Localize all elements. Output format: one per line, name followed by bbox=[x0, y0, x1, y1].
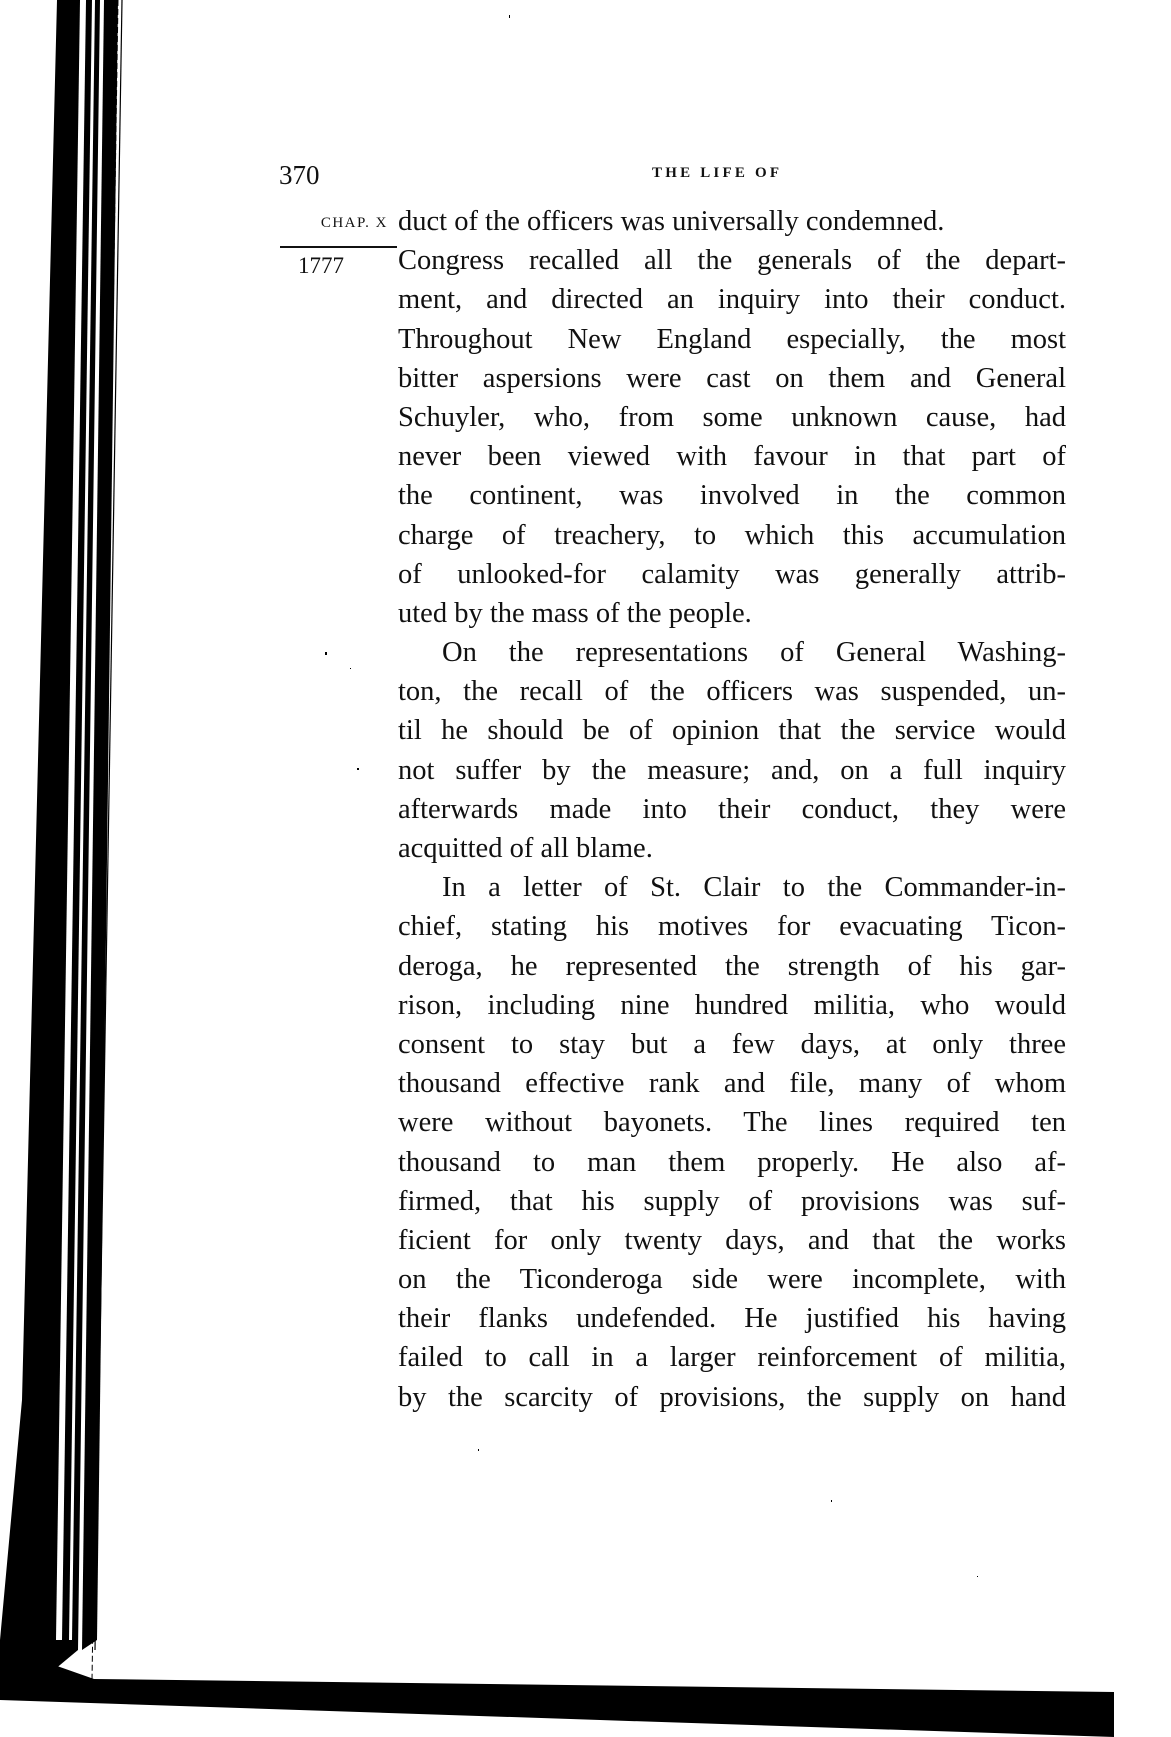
text-line: charge of treachery, to which this accumulation bbox=[398, 519, 1066, 551]
page-edge-line bbox=[92, 0, 118, 1680]
running-head: THE LIFE OF bbox=[652, 165, 783, 181]
gutter-band-inner bbox=[82, 0, 118, 1650]
page-number: 370 bbox=[279, 160, 320, 190]
text-line: bitter aspersions were cast on them and General bbox=[398, 362, 1066, 394]
text-line: the continent, was involved in the common bbox=[398, 480, 1066, 512]
text-line: by the scarcity of provisions, the supply on hand bbox=[398, 1381, 1066, 1413]
text-line: afterwards made into their conduct, they were bbox=[398, 793, 1066, 825]
text-line: rison, including nine hundred militia, who would bbox=[398, 989, 1066, 1021]
text-line: Throughout New England especially, the most bbox=[398, 323, 1066, 355]
scan-speck bbox=[509, 15, 510, 18]
text-line: deroga, he represented the strength of his gar- bbox=[398, 950, 1066, 982]
gutter-stripe bbox=[56, 0, 86, 1640]
scan-speck bbox=[350, 668, 351, 669]
text-line: on the Ticonderoga side were incomplete, with bbox=[398, 1264, 1066, 1296]
text-line: never been viewed with favour in that part of bbox=[398, 441, 1066, 473]
gutter-hairline bbox=[95, 0, 122, 1650]
scan-speck bbox=[831, 1500, 832, 1502]
margin-rule bbox=[280, 246, 397, 248]
text-line: failed to call in a larger reinforcement of militia, bbox=[398, 1342, 1066, 1374]
text-line: In a letter of St. Clair to the Commander-in- bbox=[442, 872, 1066, 904]
scan-speck bbox=[478, 1449, 479, 1451]
text-line: chief, stating his motives for evacuating Ticon- bbox=[398, 911, 1066, 943]
text-line: were without bayonets. The lines required ten bbox=[398, 1107, 1066, 1139]
text-line: their flanks undefended. He justified his having bbox=[398, 1303, 1066, 1335]
text-line: thousand to man them properly. He also af- bbox=[398, 1146, 1066, 1178]
scan-speck bbox=[357, 768, 359, 770]
text-line: ment, and directed an inquiry into their conduct. bbox=[398, 284, 1066, 316]
gutter-band bbox=[0, 0, 100, 1700]
text-line: consent to stay but a few days, at only three bbox=[398, 1028, 1066, 1060]
text-line: duct of the officers was universally condemned. bbox=[398, 206, 945, 237]
margin-year: 1777 bbox=[298, 253, 344, 278]
text-line: acquitted of all blame. bbox=[398, 833, 653, 864]
scan-speck bbox=[325, 652, 327, 655]
margin-chapter-label: CHAP. X bbox=[320, 215, 388, 231]
text-line: On the representations of General Washing- bbox=[442, 637, 1066, 669]
bottom-edge-band bbox=[0, 1650, 1114, 1737]
text-line: Congress recalled all the generals of the depart- bbox=[398, 245, 1066, 277]
gutter-hairline bbox=[103, 0, 112, 800]
text-line: til he should be of opinion that the service would bbox=[398, 715, 1066, 747]
text-line: thousand effective rank and file, many of whom bbox=[398, 1068, 1066, 1100]
text-line: Schuyler, who, from some unknown cause, had bbox=[398, 401, 1066, 433]
text-line: ton, the recall of the officers was suspended, un- bbox=[398, 676, 1066, 708]
gutter-stripe bbox=[69, 0, 95, 1640]
text-line: of unlooked-for calamity was generally attrib- bbox=[398, 558, 1066, 590]
text-line: firmed, that his supply of provisions was suf- bbox=[398, 1185, 1066, 1217]
text-line: not suffer by the measure; and, on a full inquiry bbox=[398, 754, 1066, 786]
text-line: uted by the mass of the people. bbox=[398, 597, 752, 629]
body-text bbox=[398, 202, 1066, 1417]
scan-speck bbox=[977, 1576, 978, 1577]
text-line: ficient for only twenty days, and that the works bbox=[398, 1224, 1066, 1256]
